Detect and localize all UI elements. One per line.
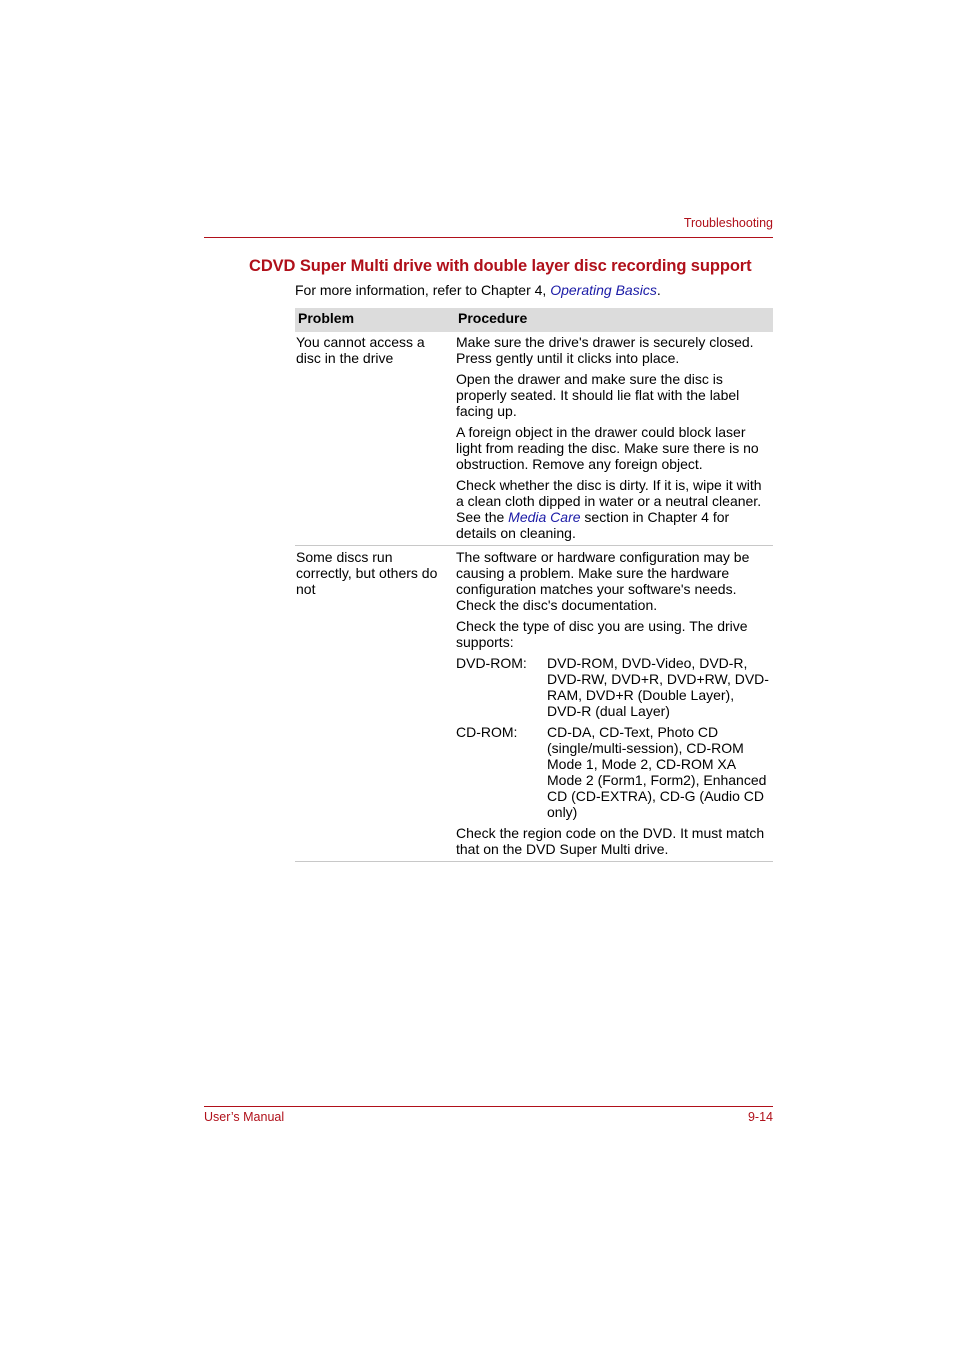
page-number: 9-14 xyxy=(747,1110,773,1124)
intro-suffix: . xyxy=(656,282,661,298)
procedure-step: Check the region code on the DVD. It must match that on the DVD Super Multi drive. xyxy=(456,825,765,857)
problem-cell: You cannot access a disc in the drive xyxy=(296,334,425,366)
dvd-support-entry xyxy=(456,655,770,719)
table-row xyxy=(295,332,773,546)
table-header xyxy=(295,308,773,332)
cd-rom-label: CD-ROM: xyxy=(456,724,518,740)
cd-rom-formats: CD-DA, CD-Text, Photo CD (single/multi-session), CD-ROM Mode 1, Mode 2, CD-ROM XA Mode 2 (Form1, Form2), Enhanced CD (CD-EXTRA), CD-G (Audio CD only) xyxy=(547,724,767,820)
procedure-step: Open the drawer and make sure the disc is properly seated. It should lie flat with the label facing up. xyxy=(456,371,740,419)
intro-prefix: For more information, refer to Chapter 4, xyxy=(295,282,551,298)
procedure-cell xyxy=(456,546,770,861)
procedure-step: A foreign object in the drawer could block laser light from reading the disc. Make sure there is no obstruction. Remove any foreign object. xyxy=(456,424,759,472)
table-row xyxy=(295,546,773,862)
procedure-cell xyxy=(456,332,770,545)
footer-rule xyxy=(204,1106,773,1107)
procedure-step: Make sure the drive's drawer is securely closed. Press gently until it clicks into place. xyxy=(456,334,754,366)
intro-text xyxy=(295,282,661,298)
procedure-step: Check the type of disc you are using. The drive supports: xyxy=(456,618,748,650)
procedure-step xyxy=(456,477,770,541)
column-header-procedure: Procedure xyxy=(458,310,528,326)
column-header-problem: Problem xyxy=(298,310,355,326)
problem-cell: Some discs run correctly, but others do not xyxy=(296,549,438,597)
operating-basics-link[interactable]: Operating Basics xyxy=(550,282,657,298)
troubleshooting-table xyxy=(295,308,773,862)
cd-support-entry xyxy=(456,724,770,820)
running-header-section: Troubleshooting xyxy=(683,216,773,230)
footer-manual-title: User’s Manual xyxy=(204,1110,285,1124)
section-title: CDVD Super Multi drive with double layer disc recording support xyxy=(249,257,752,275)
step-text: section in Chapter 4 for details on cleaning. xyxy=(456,509,730,541)
step-text: Check whether the disc is dirty. If it is, wipe it with a clean cloth dipped in water or a neutral cleaner. See the xyxy=(456,477,762,525)
dvd-rom-label: DVD-ROM: xyxy=(456,655,527,671)
media-care-link[interactable]: Media Care xyxy=(508,509,581,525)
procedure-step: The software or hardware configuration may be causing a problem. Make sure the hardware configuration matches your software's needs. Check the disc's documentation. xyxy=(456,549,750,613)
header-rule xyxy=(204,237,773,238)
dvd-rom-formats: DVD-ROM, DVD-Video, DVD-R, DVD-RW, DVD+R, DVD+RW, DVD-RAM, DVD+R (Double Layer), DVD-R (dual Layer) xyxy=(547,655,769,719)
